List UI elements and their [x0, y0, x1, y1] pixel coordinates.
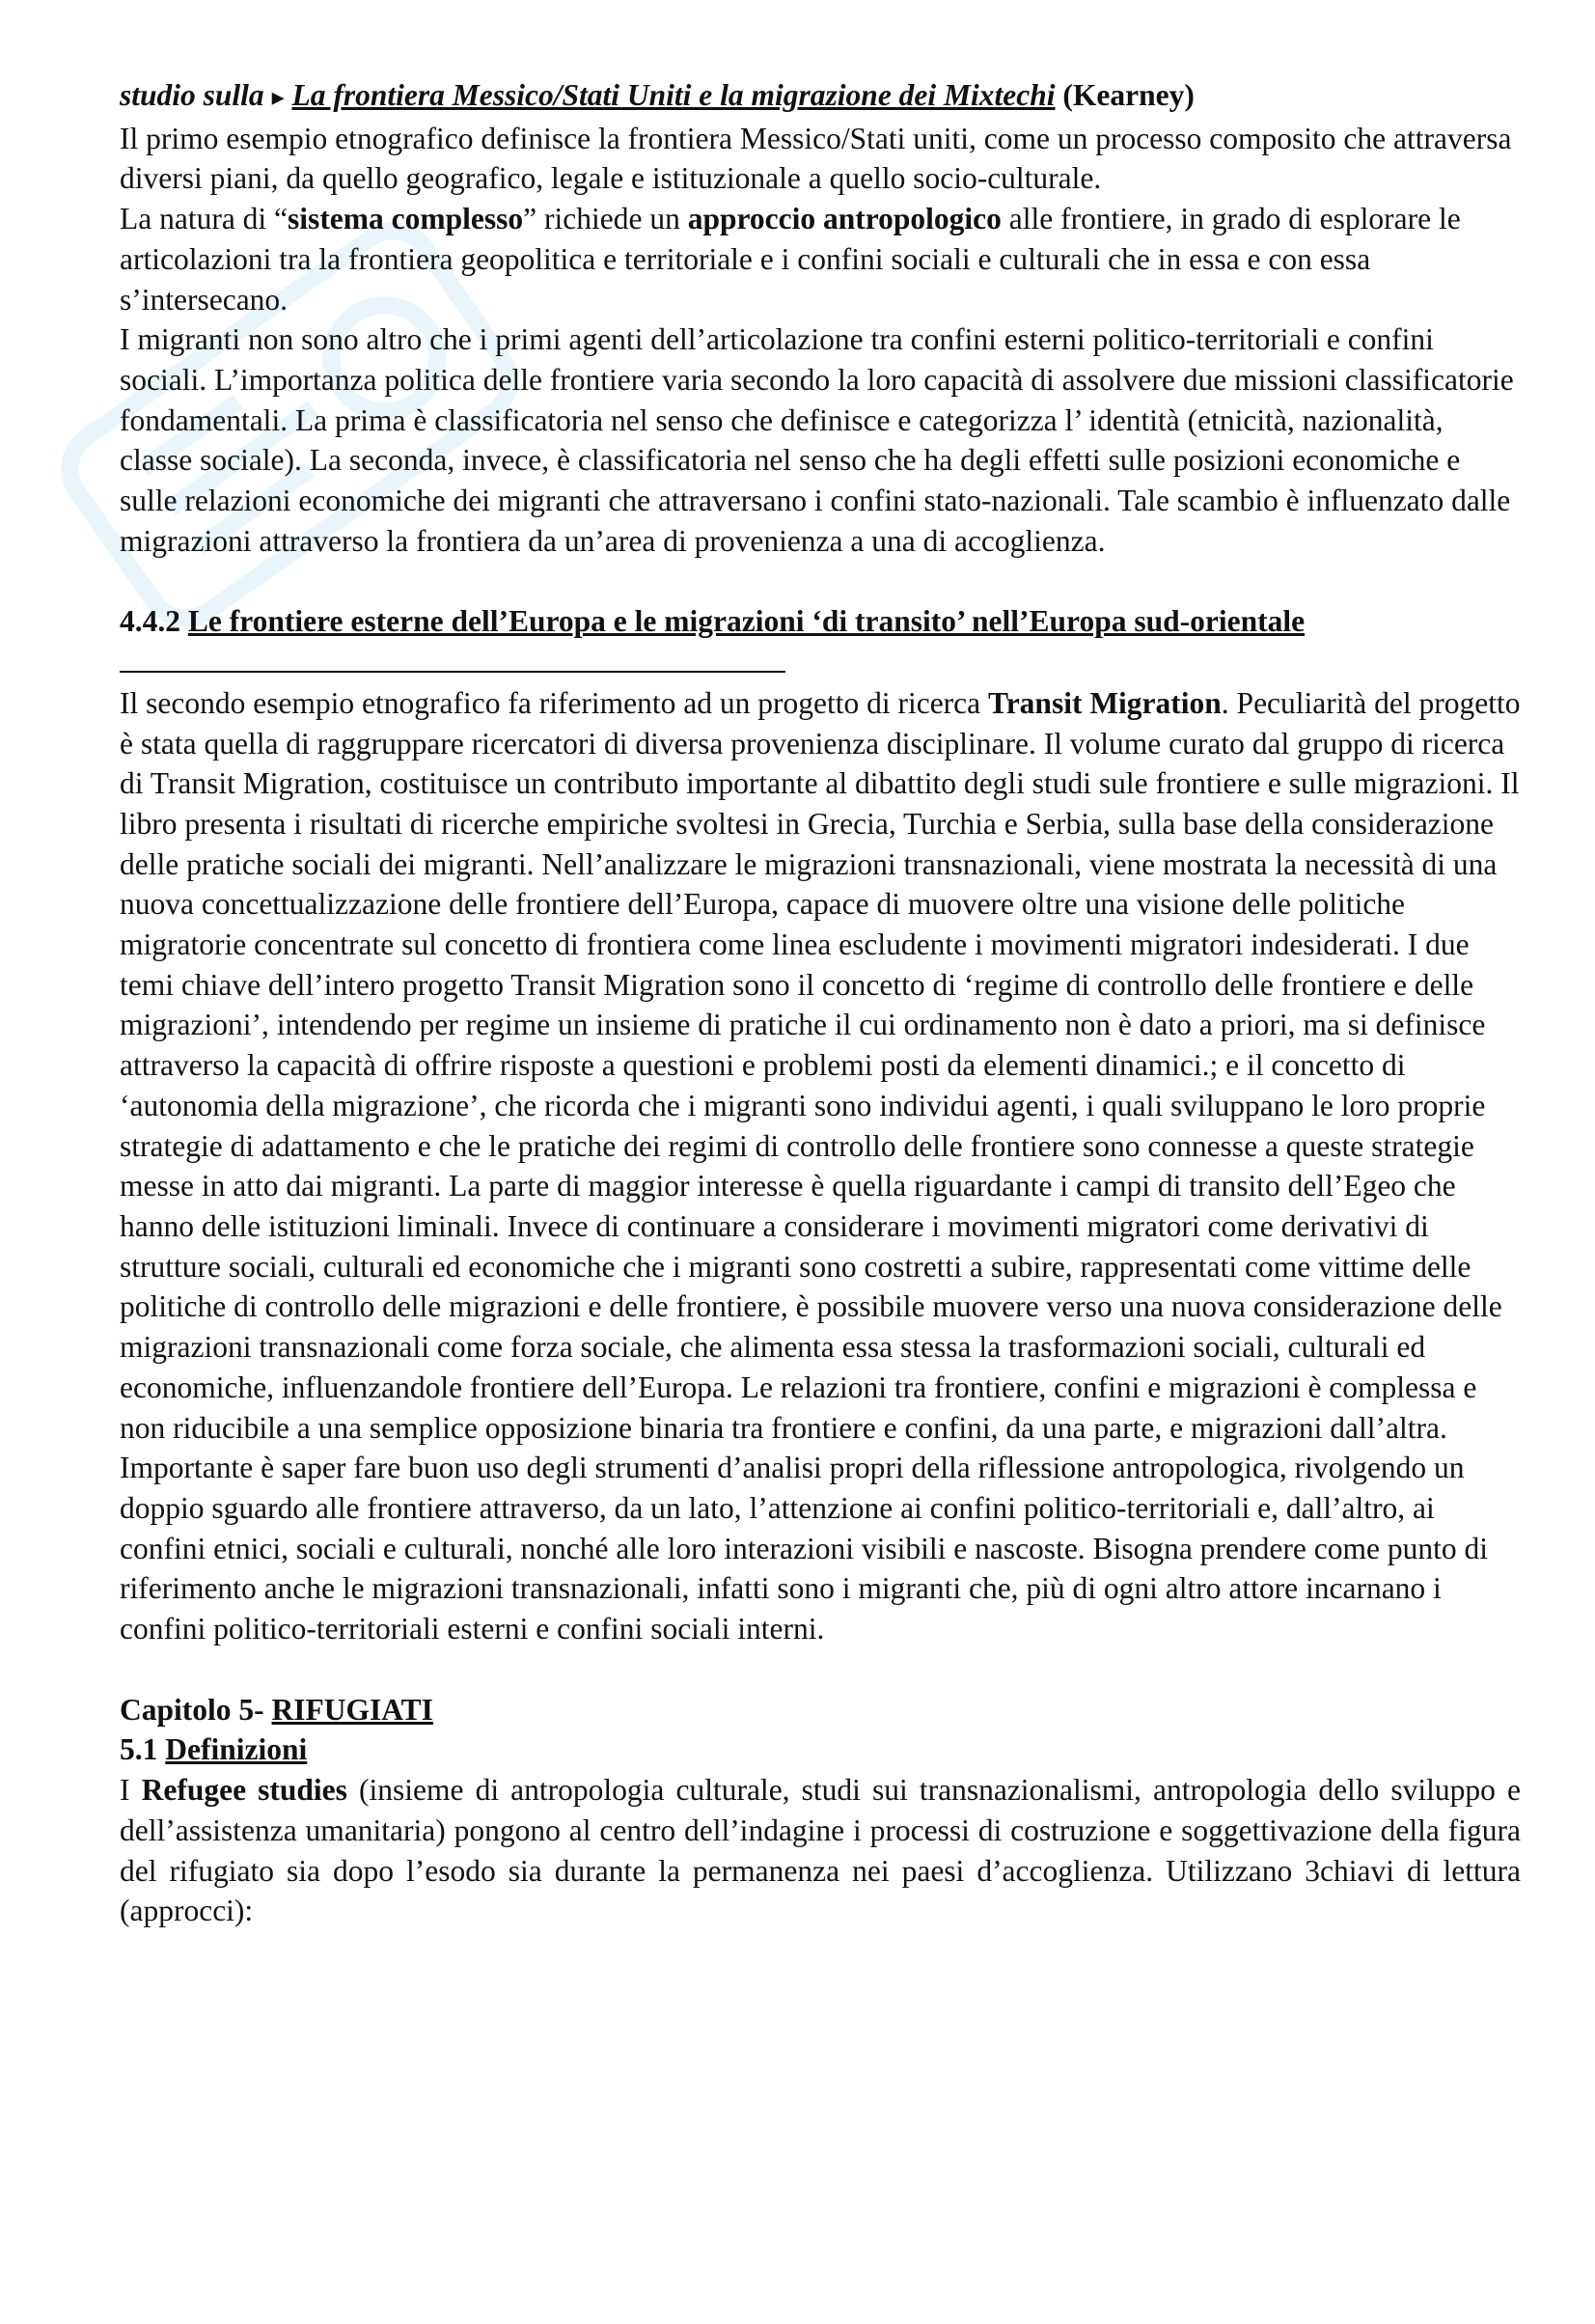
bold-term: sistema complesso: [288, 202, 524, 236]
chapter-prefix: Capitolo 5-: [120, 1692, 272, 1727]
paragraph-2: [120, 683, 1521, 1649]
bold-term: approccio antropologico: [687, 202, 1002, 236]
paragraph-1b: [120, 199, 1521, 319]
heading-title: La frontiera Messico/Stati Uniti e la migrazione dei Mixtechi: [291, 78, 1056, 112]
text-run: . Peculiarità del progetto è stata quella di raggruppare ricercatori di diversa provenienza disciplinare. Il volume curato dal gruppo di ricerca di Transit Migration, costituisce un contributo importante al dibattito degli studi sule frontiere e sulle migrazioni. Il libro presenta i risultati di ricerche empiriche svoltesi in Grecia, Turchia e Serbia, sulla base della considerazione delle pratiche sociali dei migranti. Nell’analizzare le migrazioni transnazionali, viene mostrata la necessità di una nuova concettualizzazione delle frontiere dell’Europa, capace di muovere oltre una visione delle politiche migratorie concentrate sul concetto di frontiera come linea escludente i movimenti migratori indesiderati. I due temi chiave dell’intero progetto Transit Migration sono il concetto di ‘regime di controllo delle frontiere e delle migrazioni’, intendendo per regime un insieme di pratiche il cui ordinamento non è dato a priori, ma si definisce attraverso la capacità di offrire risposte a questioni e problemi posti da elementi dinamici.; e il concetto di ‘autonomia della migrazione’, che ricorda che i migranti sono individui agenti, i quali sviluppano le loro proprie strategie di adattamento e che le pratiche dei regimi di controllo delle frontiere sono connesse a queste strategie messe in atto dai migranti. La parte di maggior interesse è quella riguardante i campi di transito dell’Egeo che hanno delle istituzioni liminali. Invece di continuare a considerare i movimenti migratori come derivativi di strutture sociali, culturali ed economiche che i migranti sono costretti a subire, rappresentati come vittime delle politiche di controllo delle migrazioni e delle frontiere, è possibile muovere verso una nuova considerazione delle migrazioni transnazionali come forza sociale, che alimenta essa stessa la trasformazioni sociali, culturali ed economiche, influenzandole frontiere dell’Europa. Le relazioni tra frontiere, confini e migrazioni è complessa e non riducibile a una semplice opposizione binaria tra frontiere e confini, da una parte, e migrazioni dall’altra. Importante è saper fare buon uso degli strumenti d’analisi propri della riflessione antropologica, rivolgendo un doppio sguardo alle frontiere attraverso, da un lato, l’attenzione ai confini politico-territoriali e, dall’altro, ai confini etnici, sociali e culturali, nonché alle loro interazioni visibili e nascoste. Bisogna prendere come punto di riferimento anche le migrazioni transnazionali, infatti sono i migranti che, più di ogni altro attore incarnano i confini politico-territoriali esterni e confini sociali interni.: [120, 685, 1521, 1646]
paragraph-3: [120, 1770, 1521, 1931]
chapter-heading: [120, 1690, 1521, 1730]
bold-term: Refugee studies: [141, 1773, 347, 1808]
text-run: La natura di “: [120, 202, 289, 236]
document-body: [120, 75, 1521, 1931]
paragraph-1c: I migranti non sono altro che i primi agenti dell’articolazione tra confini esterni politico-territoriali e confini sociali. L’importanza politica delle frontiere varia secondo la loro capacità di assolvere due missioni classificatorie fondamentali. La prima è classificatoria nel senso che definisce e categorizza l’ identità (etnicità, nazionalità, classe sociale). La seconda, invece, è classificatoria nel senso che ha degli effetti sulle posizioni economiche e sulle relazioni economiche dei migranti che attraversano i confini stato-nazionali. Tale scambio è influenzato dalle migrazioni attraverso la frontiera da un’area di provenienza a una di accoglienza.: [120, 322, 1514, 558]
heading-author: (Kearney): [1062, 78, 1195, 112]
section-number: 5.1: [120, 1732, 166, 1767]
text-run: alle frontiere, in grado di esplorare le articolazioni tra la frontiera geopolitica e territoriale e i confini sociali e culturali che in essa e con essa s’intersecano.: [120, 202, 1461, 317]
section-heading-5-1: [120, 1729, 1521, 1770]
paragraph-1a: Il primo esempio etnografico definisce la frontiera Messico/Stati uniti, come un processo composito che attraversa diversi piani, da quello geografico, legale e istituzionale a quello socio-culturale.: [120, 121, 1512, 196]
text-run: I: [120, 1773, 142, 1808]
text-run: Il secondo esempio etnografico fa riferimento ad un progetto di ricerca: [120, 685, 989, 720]
chapter-title: RIFUGIATI: [271, 1692, 433, 1727]
subsection-heading: [120, 75, 1521, 119]
section-title: Definizioni: [165, 1732, 308, 1767]
section-number: 4.4.2: [120, 604, 188, 639]
text-run: ” richiede un: [523, 202, 688, 236]
heading-prefix: studio sulla: [120, 78, 272, 112]
section-title: Le frontiere esterne dell’Europa e le migrazioni ‘di transito’ nell’Europa sud-orientale: [187, 604, 1306, 639]
underline-rule: [120, 642, 785, 673]
text-run: (insieme di antropologia culturale, studi sui transnazionalismi, antropologia dello sviluppo e dell’assistenza umanitaria) pongono al centro dell’indagine i processi di costruzione e soggettivazione della figura del rifugiato sia dopo l’esodo sia durante la permanenza nei paesi d’accoglienza. Utilizzano 3chiavi di lettura (approcci):: [120, 1773, 1521, 1928]
section-heading-4-4-2: [120, 601, 1521, 682]
bold-term: Transit Migration: [988, 685, 1222, 720]
arrow-icon: ▸: [271, 83, 285, 112]
